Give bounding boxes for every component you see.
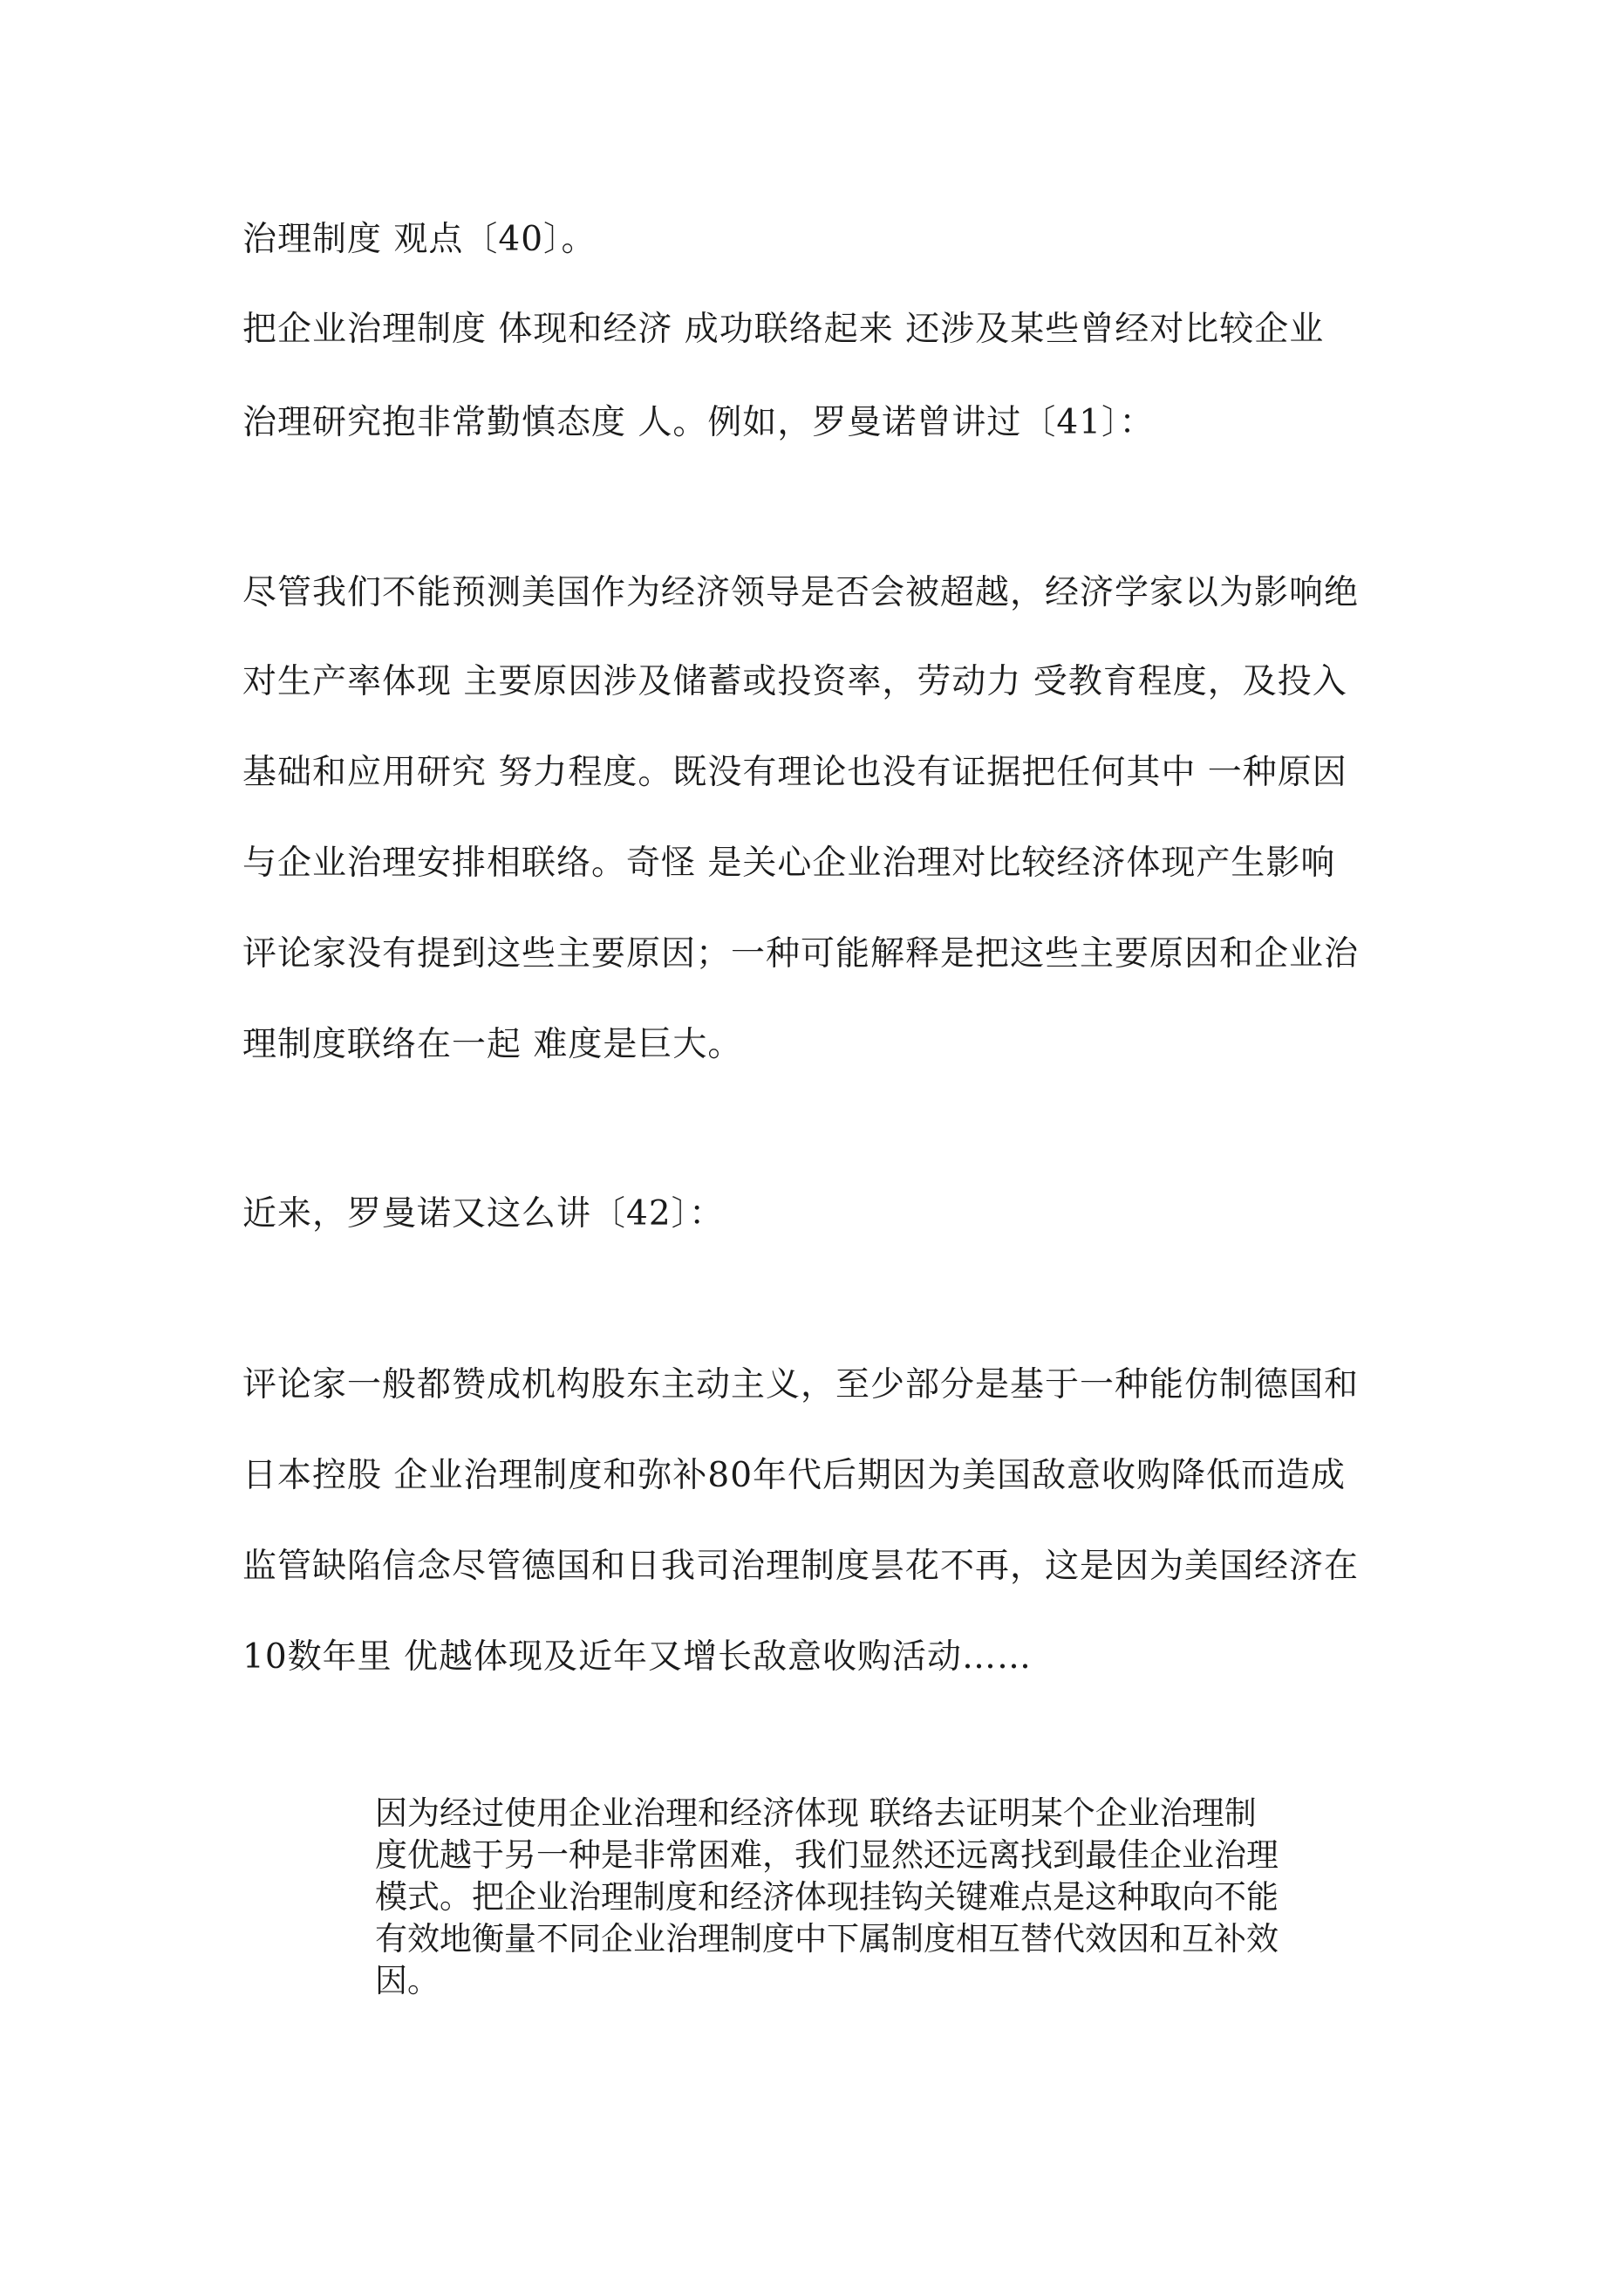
paragraph-6-line-5: 因。 bbox=[375, 1962, 440, 1999]
paragraph-5-line-4: 10数年里 优越体现及近年又增长敌意收购活动…… bbox=[242, 1637, 1033, 1677]
paragraph-1-line-1: 治理制度 观点〔40〕。 bbox=[242, 220, 597, 259]
paragraph-3-line-2: 对生产率体现 主要原因涉及储蓄或投资率，劳动力 受教育程度，及投入 bbox=[242, 662, 1347, 701]
paragraph-3-line-4: 与企业治理安排相联络。奇怪 是关心企业治理对比较经济体现产生影响 bbox=[242, 844, 1336, 883]
paragraph-2-line-1: 把企业治理制度 体现和经济 成功联络起来 还涉及某些曾经对比较企业 bbox=[242, 310, 1325, 349]
paragraph-4-line-1: 近来，罗曼诺又这么讲〔42〕： bbox=[242, 1194, 725, 1233]
paragraph-5-line-3: 监管缺陷信念尽管德国和日我司治理制度昙花不再，这是因为美国经济在 bbox=[242, 1547, 1360, 1586]
paragraph-6-line-3: 模式。把企业治理制度和经济体现挂钩关键难点是这种取向不能 bbox=[375, 1878, 1279, 1916]
paragraph-5-line-1: 评论家一般都赞成机构股东主动主义，至少部分是基于一种能仿制德国和 bbox=[242, 1365, 1360, 1404]
paragraph-3-line-6: 理制度联络在一起 难度是巨大。 bbox=[242, 1025, 743, 1064]
paragraph-6-line-4: 有效地衡量不同企业治理制度中下属制度相互替代效因和互补效 bbox=[375, 1920, 1279, 1958]
paragraph-2-line-2: 治理研究抱非常勤慎态度 人。例如，罗曼诺曾讲过〔41〕： bbox=[242, 403, 1155, 442]
indented-paragraph bbox=[375, 1793, 1404, 2002]
paragraph-6-line-1: 因为经过使用企业治理和经济体现 联络去证明某个企业治理制 bbox=[375, 1794, 1257, 1832]
paragraph-6-line-2: 度优越于另一种是非常困难，我们显然还远离找到最佳企业治理 bbox=[375, 1836, 1279, 1874]
paragraph-3-line-5: 评论家没有提到这些主要原因；一种可能解释是把这些主要原因和企业治 bbox=[242, 934, 1360, 974]
paragraph-5-line-2: 日本控股 企业治理制度和弥补80年代后期因为美国敌意收购降低而造成 bbox=[242, 1456, 1347, 1495]
paragraph-3-line-1: 尽管我们不能预测美国作为经济领导是否会被超越，经济学家以为影响绝 bbox=[242, 573, 1360, 612]
paragraph-3-line-3: 基础和应用研究 努力程度。既没有理论也没有证据把任何其中 一种原因 bbox=[242, 753, 1347, 792]
